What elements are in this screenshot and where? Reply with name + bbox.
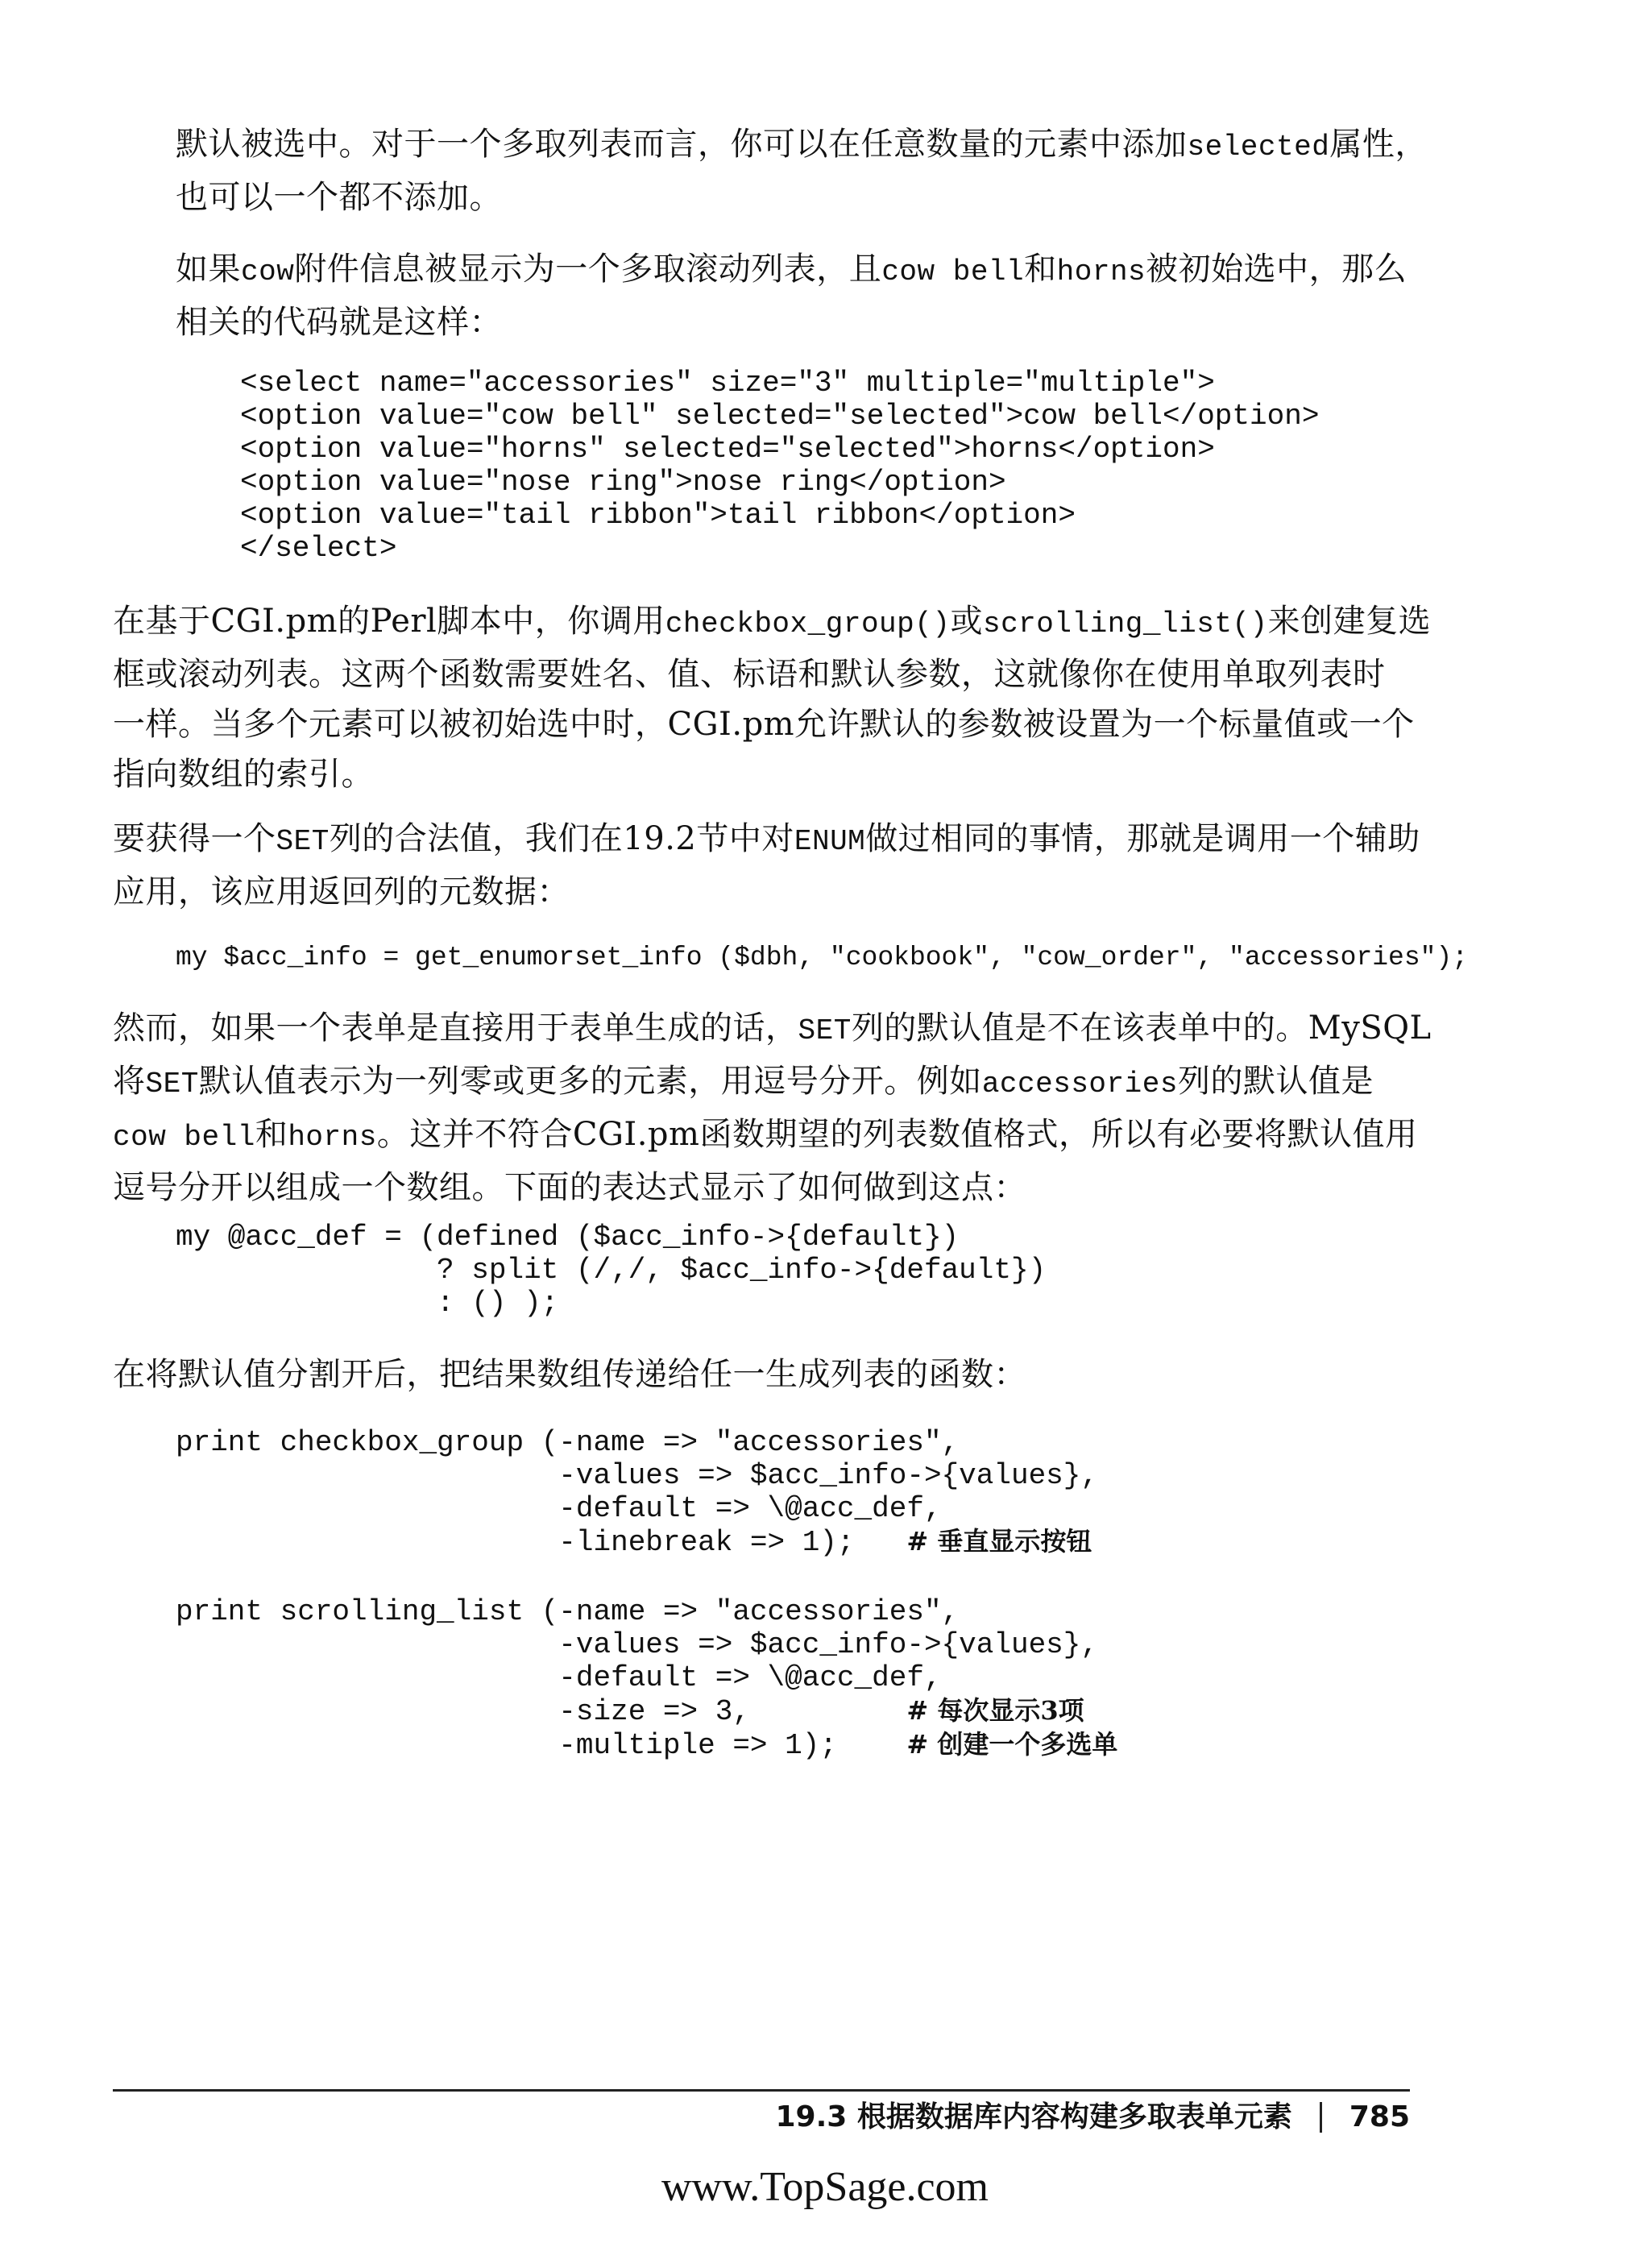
inline-code: selected [1187, 131, 1330, 164]
code-text: </select> [240, 532, 397, 565]
code-line [176, 1661, 942, 1694]
inline-code: checkbox_group() [665, 607, 951, 641]
text-run: 逗号分开以组成一个数组。下面的表达式显示了如何做到这点： [113, 1169, 1026, 1206]
code-line [176, 943, 1468, 972]
text-line [113, 596, 1431, 649]
text-run: 在将默认值分割开后，把结果数组传递给任一生成列表的函数： [113, 1356, 1026, 1393]
code-text: -values => $acc_info->{values}, [176, 1459, 1098, 1492]
text-run: 默认值表示为一列零或更多的元素，用逗号分开。例如 [198, 1063, 982, 1100]
text-run: 将 [113, 1063, 146, 1100]
code-text: -default => \@acc_def, [176, 1661, 942, 1694]
code-comment: # 创建一个多选单 [906, 1729, 1118, 1760]
paragraph-cgi-pm-functions [113, 596, 1431, 799]
inline-code: SET [798, 1014, 852, 1047]
code-line [176, 1492, 942, 1525]
text-run: 或 [950, 603, 983, 640]
text-line [176, 244, 1407, 297]
code-line [240, 433, 1215, 466]
text-run: 列的默认值是不在该表单中的。MySQL [851, 1010, 1432, 1047]
text-run: 。这并不符合CGI.pm函数期望的列表数值格式，所以有必要将默认值用 [376, 1116, 1418, 1153]
code-text: <select name="accessories" size="3" multiple="multiple"> [240, 367, 1215, 400]
code-line [176, 1221, 959, 1254]
text-line [113, 699, 1431, 749]
code-comment: # 垂直显示按钮 [906, 1526, 1092, 1557]
inline-code: SET [145, 1068, 199, 1101]
paragraph-pass-result-array [113, 1350, 1026, 1399]
code-line [240, 400, 1319, 433]
inline-code: cow bell [113, 1121, 255, 1154]
text-line [176, 172, 1428, 222]
text-line [113, 867, 1420, 917]
page-number: 785 [1349, 2100, 1410, 2133]
code-text: <option value="tail ribbon">tail ribbon</option> [240, 499, 1076, 532]
text-run: 附件信息被显示为一个多取滚动列表，且 [294, 251, 882, 288]
footer-section-title: 19.3 根据数据库内容构建多取表单元素 [775, 2100, 1292, 2133]
text-line [113, 1109, 1432, 1163]
text-line [113, 749, 1431, 799]
code-line [176, 1459, 1098, 1492]
inline-code: horns [288, 1121, 377, 1154]
text-line [113, 649, 1431, 699]
code-text: <option value="cow bell" selected="selected">cow bell</option> [240, 400, 1320, 433]
code-line [176, 1628, 1098, 1661]
text-run: 和 [1024, 251, 1057, 288]
page-footer [775, 2097, 1410, 2137]
text-run: 属性， [1329, 126, 1428, 163]
code-text: ? split (/,/, $acc_info->{default}) [176, 1254, 1047, 1287]
text-run: 框或滚动列表。这两个函数需要姓名、值、标语和默认参数，这就像你在使用单取列表时 [113, 656, 1386, 693]
text-run: 在基于CGI.pm的Perl脚本中，你调用 [113, 603, 665, 640]
footer-separator [1320, 2102, 1322, 2133]
code-text: -multiple => 1); [176, 1729, 907, 1762]
paragraph-selected-attribute [176, 119, 1428, 222]
text-line [176, 119, 1428, 172]
inline-code: SET [276, 825, 330, 858]
text-line [113, 814, 1420, 867]
paragraph-cow-accessories [176, 244, 1407, 347]
code-line [240, 532, 396, 565]
inline-code: ENUM [794, 825, 866, 858]
code-text: <option value="nose ring">nose ring</option> [240, 466, 1006, 499]
code-text: <option value="horns" selected="selected">horns</option> [240, 433, 1215, 466]
code-line [176, 1695, 1084, 1728]
code-line [176, 1254, 1046, 1287]
code-acc-def [176, 1221, 1046, 1320]
code-line [176, 1526, 1092, 1559]
website-watermark: www.TopSage.com [661, 2164, 989, 2210]
text-line [113, 1163, 1432, 1213]
text-run: 和 [255, 1116, 288, 1153]
code-text: : () ); [176, 1287, 559, 1320]
code-scrolling-list [176, 1595, 1117, 1762]
text-run: 应用，该应用返回列的元数据： [113, 873, 570, 910]
code-line [176, 1595, 959, 1628]
text-line [176, 297, 1407, 347]
code-text: -default => \@acc_def, [176, 1492, 942, 1525]
text-run: 列的合法值，我们在19.2节中对 [329, 820, 794, 857]
code-text: my @acc_def = (defined ($acc_info->{default}) [176, 1221, 960, 1254]
code-text: -linebreak => 1); [176, 1526, 907, 1559]
paragraph-set-column-values [113, 814, 1420, 917]
text-run: 要获得一个 [113, 820, 276, 857]
text-run: 被初始选中，那么 [1146, 251, 1407, 288]
text-run: 指向数组的索引。 [113, 756, 374, 793]
text-run: 如果 [176, 251, 241, 288]
code-text: -values => $acc_info->{values}, [176, 1628, 1098, 1661]
code-line [240, 367, 1215, 400]
inline-code: accessories [981, 1068, 1178, 1101]
code-text: -size => 3, [176, 1695, 907, 1728]
footer-rule [113, 2089, 1410, 2092]
code-line [176, 1729, 1117, 1762]
text-run: 默认被选中。对于一个多取列表而言，你可以在任意数量的元素中添加 [176, 126, 1188, 163]
text-run: 来创建复选 [1267, 603, 1432, 640]
code-line [240, 499, 1076, 532]
inline-code: horns [1056, 255, 1146, 288]
text-run: 然而，如果一个表单是直接用于表单生成的话， [113, 1010, 798, 1047]
inline-code: scrolling_list() [982, 607, 1268, 641]
text-run: 列的默认值是 [1177, 1063, 1374, 1100]
code-get-enumorset-info [176, 941, 1468, 974]
code-line [176, 1426, 959, 1459]
code-line [240, 466, 1006, 499]
code-text: print checkbox_group (-name => "accessories", [176, 1426, 960, 1459]
code-text: my $acc_info = get_enumorset_info ($dbh, "cookbook", "cow_order", "accessories"); [176, 943, 1469, 972]
text-line [113, 1003, 1432, 1056]
text-run: 做过相同的事情，那就是调用一个辅助 [865, 820, 1420, 857]
text-run: 相关的代码就是这样： [176, 304, 502, 341]
inline-code: cow bell [881, 255, 1025, 288]
text-run: 一样。当多个元素可以被初始选中时，CGI.pm允许默认的参数被设置为一个标量值或一个 [113, 706, 1415, 743]
text-run: 也可以一个都不添加。 [176, 179, 502, 216]
inline-code: cow [241, 255, 295, 288]
paragraph-set-default-values [113, 1003, 1432, 1213]
code-comment: # 每次显示3项 [906, 1695, 1084, 1726]
text-line [113, 1056, 1432, 1109]
text-line [113, 1350, 1026, 1399]
code-checkbox-group [176, 1426, 1098, 1559]
code-text: print scrolling_list (-name => "accessories", [176, 1595, 960, 1628]
code-select-block [240, 367, 1319, 565]
code-line [176, 1287, 558, 1320]
